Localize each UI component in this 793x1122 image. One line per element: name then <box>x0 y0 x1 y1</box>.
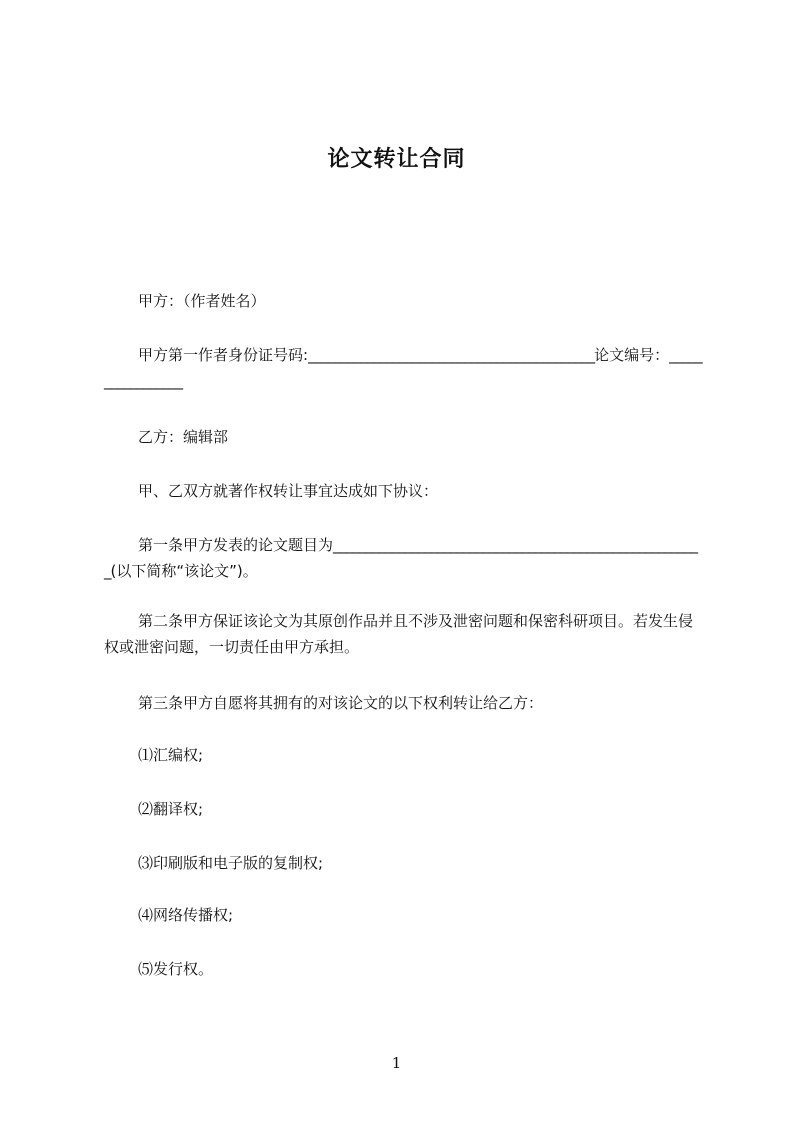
right-item: ⑵翻译权; <box>138 800 204 818</box>
id-number-label: 甲方第一作者身份证号码: <box>138 346 309 364</box>
article-1-suffix: (以下简称“该论文”)。 <box>110 562 258 580</box>
right-item: ⑴汇编权; <box>138 746 204 764</box>
article-3: 第三条甲方自愿将其拥有的对该论文的以下权利转让给乙方： <box>138 694 544 712</box>
paper-number-blank: _________________ <box>104 346 702 390</box>
party-a-line: 甲方：（作者姓名） <box>138 292 266 310</box>
article-1-text: 第一条甲方发表的论文题目为 <box>138 536 334 554</box>
page-number: 1 <box>391 1054 402 1072</box>
paper-number-label: 论文编号： <box>594 346 670 364</box>
article-1 <box>104 532 702 584</box>
right-item: ⑶印刷版和电子版的复制权; <box>138 854 324 872</box>
paper-title-blank: _________________________________________________________ <box>104 536 698 580</box>
party-b-line: 乙方：编辑部 <box>138 428 229 446</box>
right-item: ⑸发行权。 <box>138 960 214 978</box>
id-number-blank: ____________________________________________ <box>308 346 595 364</box>
document-title: 论文转让合同 <box>327 147 466 172</box>
right-item: ⑷网络传播权; <box>138 906 234 924</box>
agreement-line: 甲、乙双方就著作权转让事宜达成如下协议： <box>138 482 439 500</box>
id-number-line <box>104 342 702 394</box>
article-2: 第二条甲方保证该论文为其原创作品并且不涉及泄密问题和保密科研项目。若发生侵权或泄密问题，一切责任由甲方承担。 <box>104 612 694 656</box>
